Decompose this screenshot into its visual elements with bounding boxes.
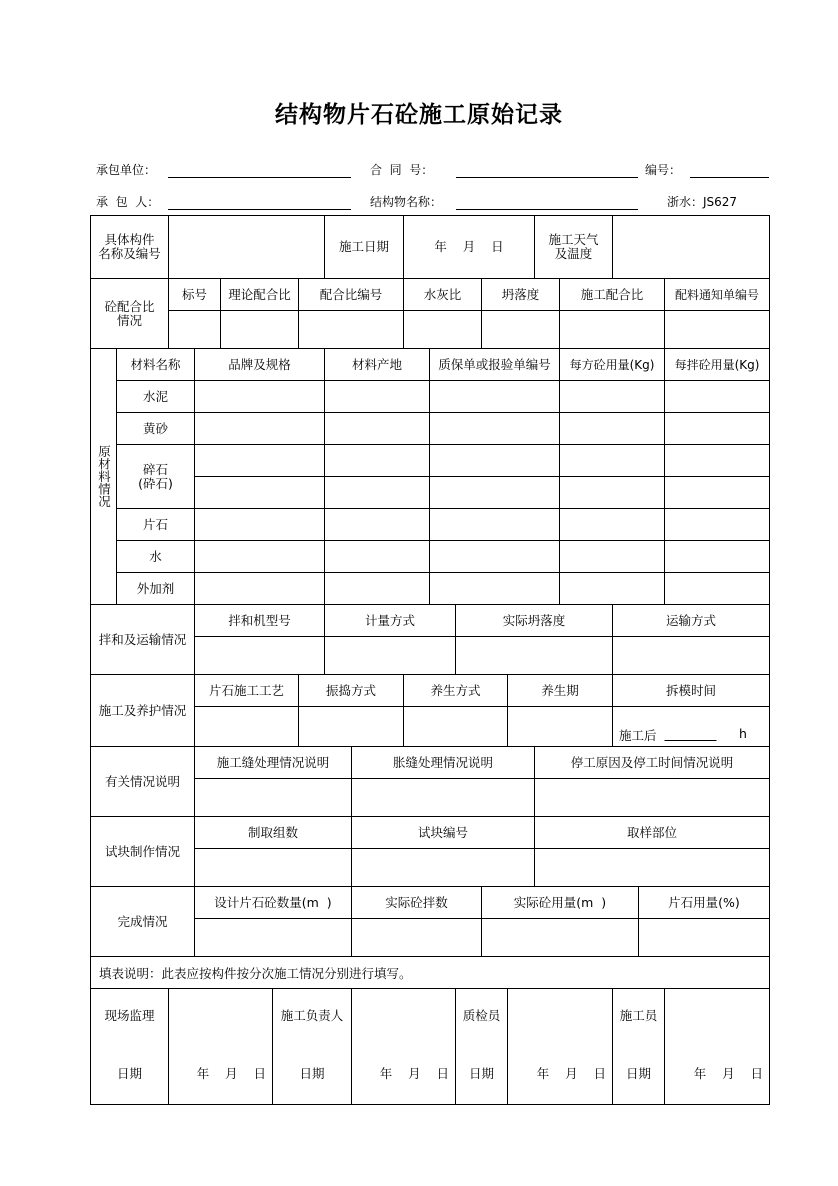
mix-col-wc-ratio: 水灰比 <box>423 286 462 302</box>
notes-col-expansion-joint: 胀缝处理情况说明 <box>392 754 493 770</box>
sign-role-manager: 施工负责人 <box>280 1008 344 1023</box>
specimen-col-location: 取样部位 <box>626 824 677 840</box>
mixing-col-metering: 计量方式 <box>364 612 415 628</box>
contractor-person-label: 承 包 人： <box>96 195 160 209</box>
material-row-admixture: 外加剂 <box>136 580 175 596</box>
materials-label-text: 原材料情况 <box>96 445 112 508</box>
sign-date-label-4: 日期 <box>625 1066 651 1081</box>
mix-col-notice-no: 配料通知单编号 <box>674 287 759 302</box>
page-title: 结构物片石砼施工原始记录 <box>275 102 563 128</box>
sign-role-worker: 施工员 <box>619 1008 658 1023</box>
materials-col-cert: 质保单或报验单编号 <box>438 356 551 372</box>
instruction-text: 填表说明：此表应按构件按分次施工情况分别进行填写。 <box>99 966 412 981</box>
material-row-water: 水 <box>149 548 162 564</box>
contractor-unit-label: 承包单位： <box>96 163 157 177</box>
completion-col-actual-qty: 实际砼用量(m ) <box>513 894 607 910</box>
materials-col-per-cubic: 每方砼用量(Kg) <box>569 357 655 372</box>
materials-col-origin: 材料产地 <box>351 356 402 372</box>
completion-label: 完成情况 <box>117 913 168 929</box>
structure-name-label: 结构物名称： <box>370 195 443 209</box>
materials-col-brand: 品牌及规格 <box>228 356 291 372</box>
mixing-col-slump: 实际坍落度 <box>502 612 566 628</box>
sign-date-value-3[interactable]: 年 月 日 <box>536 1066 606 1081</box>
sign-role-inspector: 质检员 <box>462 1008 501 1023</box>
materials-col-per-batch: 每拌砼用量(Kg) <box>674 357 760 372</box>
weather-label: 施工天气 及温度 <box>548 232 599 261</box>
specimen-col-number: 试块编号 <box>417 824 468 840</box>
sign-date-value-4[interactable]: 年 月 日 <box>693 1066 763 1081</box>
construction-date-label: 施工日期 <box>338 239 389 254</box>
mix-ratio-label: 砼配合比 情况 <box>104 298 155 328</box>
mix-col-grade: 标号 <box>181 286 207 302</box>
curing-col-method: 养生方式 <box>430 682 481 698</box>
curing-col-vibration: 振捣方式 <box>325 682 376 698</box>
mix-col-theoretical: 理论配合比 <box>228 286 291 302</box>
sign-date-value-1[interactable]: 年 月 日 <box>196 1066 266 1081</box>
specimen-label: 试块制作情况 <box>104 843 180 859</box>
curing-col-process: 片石施工工艺 <box>208 682 284 698</box>
notes-col-construction-joint: 施工缝处理情况说明 <box>216 754 330 770</box>
curing-col-period: 养生期 <box>541 682 579 698</box>
serial-no-label: 编号： <box>645 163 682 177</box>
after-construction-label: 施工后 <box>619 728 657 743</box>
completion-col-batches: 实际砼拌数 <box>385 894 448 910</box>
mixing-col-mixer: 拌和机型号 <box>228 612 291 628</box>
materials-col-name: 材料名称 <box>130 356 181 372</box>
sign-date-label-3: 日期 <box>468 1066 494 1081</box>
completion-col-rubble-pct: 片石用量(%) <box>668 894 740 910</box>
completion-col-design-qty: 设计片石砼数量(m ) <box>214 894 332 910</box>
mix-col-slump: 坍落度 <box>501 286 540 302</box>
material-row-gravel: 碎石 (砕石) <box>138 461 173 491</box>
notes-label: 有关情况说明 <box>104 773 180 789</box>
component-name-field[interactable] <box>169 216 324 278</box>
component-name-label: 具体构件 名称及编号 <box>98 232 161 261</box>
sign-role-supervisor: 现场监理 <box>104 1008 155 1023</box>
notes-col-stoppage: 停工原因及停工时间情况说明 <box>570 754 734 770</box>
material-row-rubble: 片石 <box>142 516 168 532</box>
sign-date-label-1: 日期 <box>116 1066 142 1081</box>
mix-col-ratio-no: 配合比编号 <box>319 286 383 302</box>
mixing-col-transport: 运输方式 <box>665 612 716 628</box>
materials-label <box>91 349 116 604</box>
hours-unit: h <box>739 726 747 741</box>
material-row-cement: 水泥 <box>142 388 168 404</box>
material-row-sand: 黄砂 <box>142 420 168 436</box>
specimen-col-groups: 制取组数 <box>247 824 298 840</box>
sign-date-label-2: 日期 <box>299 1066 325 1081</box>
contract-no-label: 合 同 号： <box>370 163 434 177</box>
mix-col-construction: 施工配合比 <box>580 286 644 302</box>
curing-col-formwork: 拆模时间 <box>665 682 716 698</box>
sign-date-value-2[interactable]: 年 月 日 <box>379 1066 449 1081</box>
construction-date-field[interactable]: 年 月 日 <box>434 239 504 254</box>
weather-field[interactable] <box>613 216 769 278</box>
mixing-label: 拌和及运输情况 <box>98 631 187 647</box>
form-code: 浙水：JS627 <box>667 195 738 209</box>
curing-label: 施工及养护情况 <box>98 702 187 718</box>
